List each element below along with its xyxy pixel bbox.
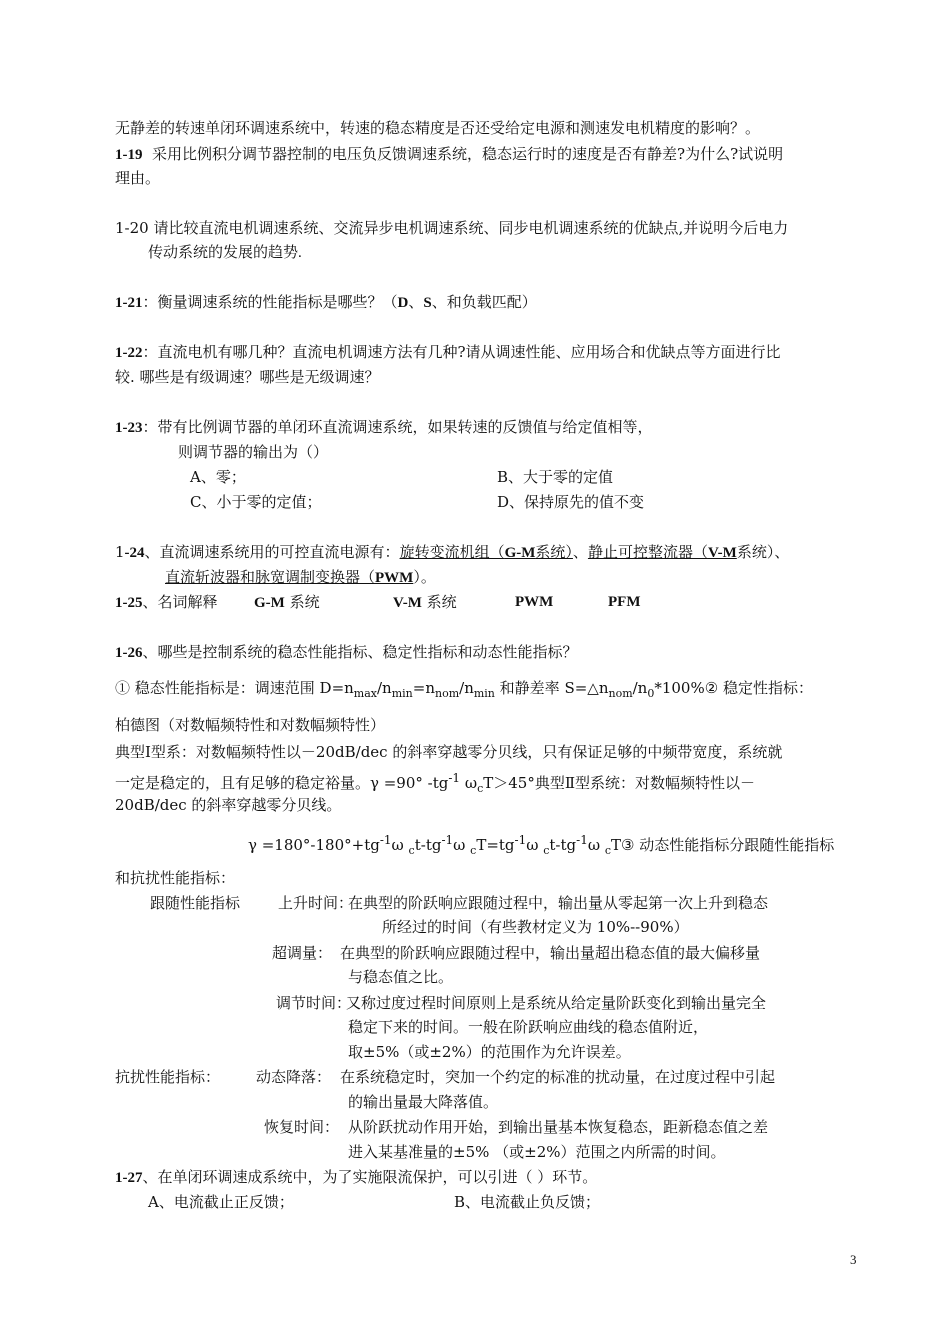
overshoot-a: 在典型的阶跃响应跟随过程中，输出量超出稳态值的最大偏移量 xyxy=(340,944,761,962)
q26-type1-b1: 一定是稳定的，且有足够的稳定裕量。γ =90° -tg xyxy=(115,774,449,792)
overshoot-label: 超调量： xyxy=(272,944,333,962)
q25-term-gm xyxy=(254,592,320,613)
q23-number: 1-23 xyxy=(115,420,143,436)
q26-steady-sub2: min xyxy=(391,687,413,700)
q22-continuation: 较. 哪些是有级调速？哪些是无级调速？ xyxy=(115,368,380,386)
q24-source-3-abbr: PWM xyxy=(375,570,414,586)
q25-term-pfm: PFM xyxy=(608,594,641,610)
q21-d: D xyxy=(397,295,409,311)
settling-time-label: 调节时间： xyxy=(276,994,352,1012)
intro-text: 无静差的转速单闭环调速系统中，转速的稳态精度是否还受给定电源和测速发电机精度的影响？。 xyxy=(115,119,761,137)
q26-type1-sub: c xyxy=(477,782,484,795)
question-1-19 xyxy=(115,144,783,165)
formula-part-5: T=tg xyxy=(476,836,515,854)
q26-steady-sub6: 0 xyxy=(647,687,655,700)
overshoot-b: 与稳态值之比。 xyxy=(348,968,454,986)
q26-formula xyxy=(248,830,834,861)
q27-option-a: A、电流截止正反馈； xyxy=(148,1193,294,1211)
q23-option-a: A、零； xyxy=(190,468,246,486)
q21-rest: 、和负载匹配） xyxy=(431,293,537,311)
q19-continuation: 理由。 xyxy=(115,169,161,187)
q26-steady-sub4: min xyxy=(473,687,495,700)
q19-text: 采用比例积分调节器控制的电压负反馈调速系统，稳态运行时的速度是否有静差?为什么?试说明 xyxy=(152,145,784,163)
q24-source-3-text: 直流斩波器和脉宽调制变换器（ xyxy=(165,568,376,586)
q24-source-2-suffix: 系统） xyxy=(736,543,775,561)
q26-bode: 柏德图（对数幅频特性和对数幅频特性） xyxy=(115,716,386,734)
q25-term-gm-abbr: G-M xyxy=(254,595,285,611)
q27-option-b: B、电流截止负反馈； xyxy=(454,1193,601,1211)
q20-continuation: 传动系统的发展的趋势. xyxy=(148,245,302,261)
recovery-time-a: 从阶跃扰动作用开始，到输出量基本恢复稳态，距新稳态值之差 xyxy=(348,1118,769,1136)
formula-part-3: t-tg xyxy=(414,836,442,854)
intro-line xyxy=(115,118,760,138)
rise-time-a: 在典型的阶跃响应跟随过程中，输出量从零起第一次上升到稳态 xyxy=(348,894,769,912)
q26-type1-b2: ω xyxy=(460,774,478,792)
q25-term-vm-suffix: 系统 xyxy=(421,593,457,611)
q26-steady-sub5: nom xyxy=(608,687,633,700)
q27-number: 1-27 xyxy=(115,1170,143,1186)
q25-term-gm-suffix: 系统 xyxy=(284,593,320,611)
q26-type1-sup: -1 xyxy=(448,771,461,785)
dynamic-drop-b: 的输出量最大降落值。 xyxy=(348,1093,499,1111)
formula-part-9: T③ 动态性能指标分跟随性能指标 xyxy=(611,836,835,854)
q26-steady-sub3: nom xyxy=(435,687,460,700)
q26-type1-a: 典型Ⅰ型系：对数幅频特性以－20dB/dec 的斜率穿越零分贝线，只有保证足够的中频带宽度，系统就 xyxy=(115,743,783,761)
q22-text: ：直流电机有哪几种？直流电机调速方法有几种?请从调速性能、应用场合和优缺点等方面进行比 xyxy=(142,343,781,361)
question-1-22 xyxy=(115,342,781,363)
settling-time-a: 又称过度过程时间原则上是系统从给定量阶跃变化到输出量完全 xyxy=(346,994,767,1012)
q25-term-vm-abbr: V-M xyxy=(393,595,422,611)
question-1-21 xyxy=(115,292,537,313)
q24-source-1-suffix: 系统） xyxy=(535,543,573,561)
q21-sep: 、 xyxy=(408,293,424,311)
formula-sup-2: -1 xyxy=(441,833,454,847)
q26-steady-d: /n xyxy=(459,679,474,697)
q24-source-2-abbr: V-M xyxy=(707,545,737,561)
formula-part-1: γ =180°-180°+tg xyxy=(248,836,380,854)
question-1-27 xyxy=(115,1167,597,1188)
formula-sub-4: c xyxy=(604,844,612,857)
q25-number: 1-25 xyxy=(115,595,143,611)
q24-source-1-abbr: G-M xyxy=(504,545,536,561)
q26-steady-f: /n xyxy=(632,679,648,697)
formula-part-7: t-tg xyxy=(549,836,577,854)
dynamic-drop-a: 在系统稳定时，突加一个约定的标准的扰动量，在过度过程中引起 xyxy=(340,1068,776,1086)
q19-number: 1-19 xyxy=(115,147,143,163)
formula-part-8: ω xyxy=(587,836,605,854)
formula-sub-1: c xyxy=(408,844,415,857)
q24-source-2 xyxy=(588,543,737,561)
q26-steady-e: 和静差率 S=△n xyxy=(494,679,609,697)
q26-steady-b: /n xyxy=(377,679,392,697)
q23-option-c: C、小于零的定值； xyxy=(190,493,322,511)
question-1-24 xyxy=(115,542,789,563)
follow-performance-label: 跟随性能指标 xyxy=(150,894,241,912)
settling-time-c: 取±5%（或±2%）的范围作为允许误差。 xyxy=(348,1043,631,1061)
formula-sub-2: c xyxy=(470,844,477,857)
q23-text: ：带有比例调节器的单闭环直流调速系统，如果转速的反馈值与给定值相等， xyxy=(142,418,653,436)
q25-term-vm xyxy=(393,592,457,613)
q23-continuation: 则调节器的输出为（） xyxy=(178,443,329,461)
q26-steady-state xyxy=(115,678,813,704)
q21-number: 1-21 xyxy=(115,295,143,311)
q26-steady-c: =n xyxy=(412,679,435,697)
q24-number-prefix: 1 xyxy=(115,543,125,561)
q23-option-b: B、大于零的定值 xyxy=(497,468,614,486)
q26-steady-sub1: max xyxy=(353,687,377,700)
recovery-time-label: 恢复时间： xyxy=(264,1118,340,1136)
question-1-26 xyxy=(115,642,578,663)
q26-number: 1-26 xyxy=(115,645,143,661)
q25-text: 、名词解释 xyxy=(142,593,218,611)
formula-sup-1: -1 xyxy=(379,833,392,847)
page-number: 3 xyxy=(850,1252,857,1267)
q26-steady-a: ① 稳态性能指标是：调速范围 D=n xyxy=(115,679,354,697)
dynamic-drop-label: 动态降落： xyxy=(256,1068,332,1086)
formula-part-2: ω xyxy=(391,836,409,854)
q26-type2-a: 20dB/dec 的斜率穿越零分贝线。 xyxy=(115,796,342,814)
settling-time-b: 稳定下来的时间。一般在阶跃响应曲线的稳态值附近， xyxy=(348,1018,709,1036)
recovery-time-b: 进入某基准量的±5% （或±2%）范围之内所需的时间。 xyxy=(348,1143,726,1161)
q25-term-pwm: PWM xyxy=(515,594,554,610)
q24-sep-1: 、 xyxy=(572,543,588,561)
q26-type1-b3: T＞45°典型Ⅱ型系统：对数幅频特性以－ xyxy=(483,774,756,792)
formula-sup-3: -1 xyxy=(514,833,527,847)
formula-sub-3: c xyxy=(543,844,550,857)
q26-text: 、哪些是控制系统的稳态性能指标、稳定性指标和动态性能指标？ xyxy=(142,643,578,661)
q24-continuation xyxy=(165,567,436,588)
q22-number: 1-22 xyxy=(115,345,143,361)
rise-time-b: 所经过的时间（有些教材定义为 10%--90%） xyxy=(382,918,689,936)
q21-s: S xyxy=(423,295,432,311)
q27-text: 、在单闭环调速成系统中，为了实施限流保护，可以引进（ ）环节。 xyxy=(142,1168,598,1186)
disturbance-performance-label: 抗扰性能指标： xyxy=(115,1068,221,1086)
q21-text: ：衡量调速系统的性能指标是哪些？（ xyxy=(142,293,398,311)
q24-end: ）。 xyxy=(413,568,436,586)
q24-number: -24 xyxy=(124,545,145,561)
q26-dynamic-cont: 和抗扰性能指标： xyxy=(115,869,236,887)
q24-source-1 xyxy=(400,543,573,561)
q23-option-d: D、保持原先的值不变 xyxy=(497,493,645,511)
rise-time-label: 上升时间： xyxy=(278,894,354,912)
q24-source-2-text: 静止可控整流器（ xyxy=(587,543,708,561)
question-1-25 xyxy=(115,592,218,613)
formula-sup-4: -1 xyxy=(576,833,588,847)
q24-source-1-text: 旋转变流机组（ xyxy=(399,543,505,561)
formula-part-4: ω xyxy=(453,836,471,854)
question-1-20: 1-20 请比较直流电机调速系统、交流异步电机调速系统、同步电机调速系统的优缺点,并说明今后电力 xyxy=(115,219,789,237)
formula-part-6: ω xyxy=(526,836,544,854)
q24-sep-2: 、 xyxy=(774,543,790,561)
q26-steady-g: *100%② 稳定性指标： xyxy=(654,679,813,697)
q24-text: 、直流调速系统用的可控直流电源有： xyxy=(144,543,400,561)
question-1-23 xyxy=(115,417,653,438)
q24-source-3 xyxy=(165,568,413,586)
